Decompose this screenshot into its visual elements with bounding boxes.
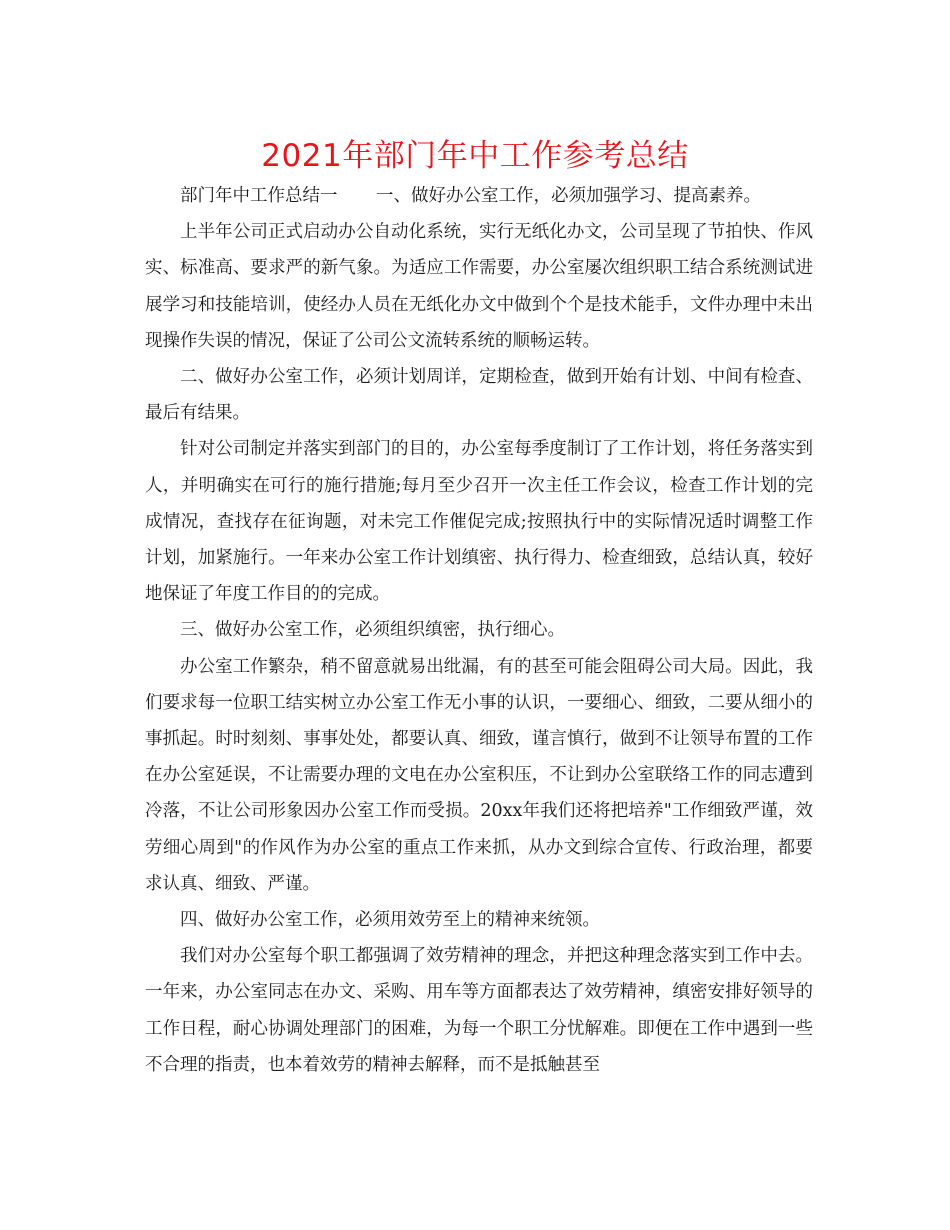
document-title: 2021年部门年中工作参考总结	[261, 138, 689, 174]
section-heading-1: 一、做好办公室工作，必须加强学习、提高素养。	[376, 186, 761, 206]
paragraph: 我们对办公室每个职工都强调了效劳精神的理念，并把这种理念落实到工作中去。一年来，办公室同志在办文、采购、用车等方面都表达了效劳精神，缜密安排好领导的工作日程，耐心协调处理部门的困难，为每一个职工分忧解难。即便在工作中遇到一些不合理的指责，也本着效劳的精神去解释，而不是抵触甚至	[145, 946, 813, 1075]
section-heading-3: 三、做好办公室工作，必须组织缜密，执行细心。	[180, 620, 565, 641]
section-heading-4: 四、做好办公室工作，必须用效劳至上的精神来统领。	[180, 910, 600, 931]
document-body	[145, 178, 813, 1083]
paragraph: 办公室工作繁杂，稍不留意就易出纰漏，有的甚至可能会阻碍公司大局。因此，我们要求每一位职工结实树立办公室工作无小事的认识，一要细心、细致，二要从细小的事抓起。时时刻刻、事事处处，都要认真、细致，谨言慎行，做到不让领导布置的工作在办公室延误，不让需要办理的文电在办公室积压，不让到办公室联络工作的同志遭到冷落，不让公司形象因办公室工作而受损。20xx年我们还将把培养"工作细致严谨，效劳细心周到"的作风作为办公室的重点工作来抓，从办文到综合宣传、行政治理，都要求认真、细致、严谨。	[145, 656, 813, 894]
paragraph: 针对公司制定并落实到部门的目的，办公室每季度制订了工作计划，将任务落实到人，并明确实在可行的施行措施;每月至少召开一次主任工作会议，检查工作计划的完成情况，查找存在征询题，对未完工作催促完成;按照执行中的实际情况适时调整工作计划，加紧施行。一年来办公室工作计划缜密、执行得力、检查细致，总结认真，较好地保证了年度工作目的的完成。	[145, 439, 813, 605]
section-heading-2: 二、做好办公室工作，必须计划周详，定期检查，做到开始有计划、中间有检查、最后有结果。	[145, 367, 813, 424]
paragraph-intro	[145, 178, 813, 214]
paragraph: 上半年公司正式启动办公自动化系统，实行无纸化办文，公司呈现了节拍快、作风实、标准高、要求严的新气象。为适应工作需要，办公室屡次组织职工结合系统测试进展学习和技能培训，使经办人员在无纸化办文中做到个个是技术能手，文件办理中未出现操作失误的情况，保证了公司公文流转系统的顺畅运转。	[145, 222, 813, 351]
intro-label: 部门年中工作总结一	[180, 186, 338, 206]
